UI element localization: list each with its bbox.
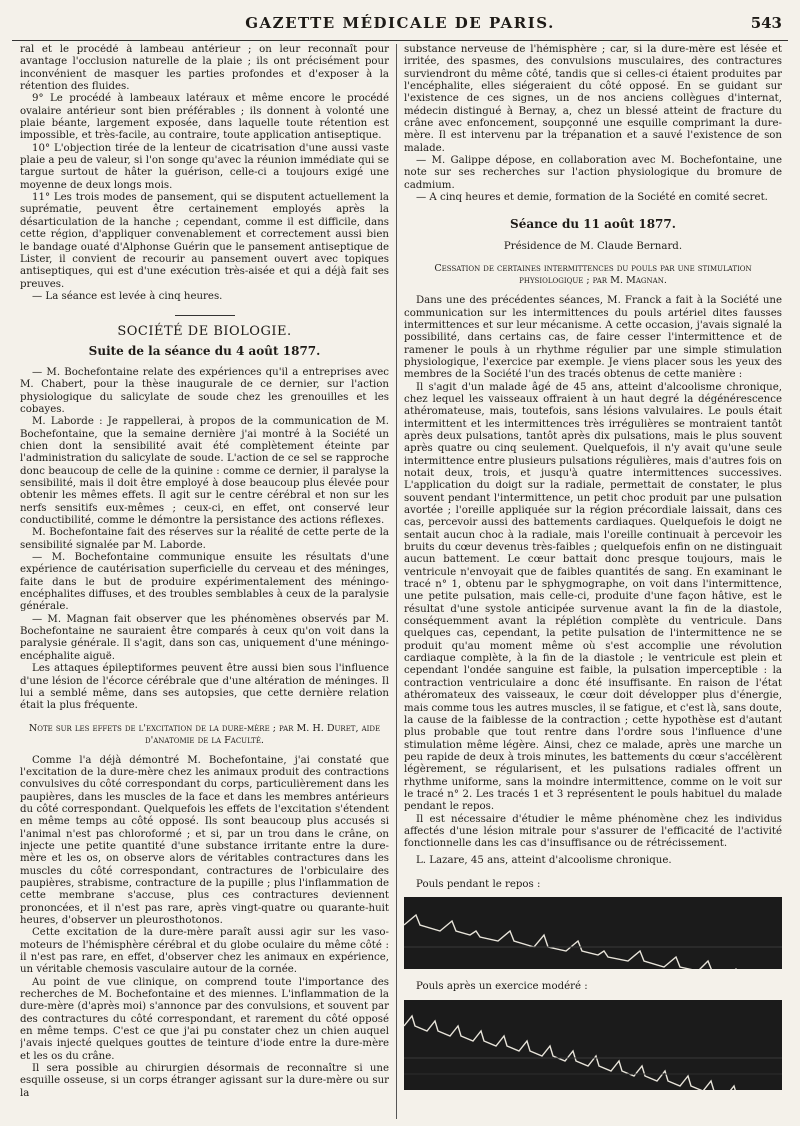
page-number: 543: [750, 14, 782, 32]
paragraph: L. Lazare, 45 ans, atteint d'alcoolisme chronique.: [416, 854, 672, 866]
paragraph: Dans une des précédentes séances, M. Franck a fait à la Société une communication sur les intermittences du pouls artériel dites fausses intermittences et sur leur mécanisme. A cette occasion, j'avais signalé la possibilité, dans certains cas, de faire cesser l'intermittence et de ramener le pouls à un rhythme régulier par une simple stimulation physiologique, l'exercice par exemple. Je viens placer sous les yeux des membres de la Société l'un des tracés obtenus de cette manière :: [404, 295, 782, 381]
right-column: [404, 44, 782, 1119]
paragraph: — M. Bochefontaine communique ensuite les résultats d'une expérience de cautérisation superficielle du cerveau et des méninges, faite dans le but de produire expérimentalement des méningo-encéphalites diffuses, et des troubles semblables à ceux de la paralysie générale.: [20, 552, 389, 613]
session-heading: Séance du 11 août 1877.: [510, 217, 676, 232]
paragraph: — M. Magnan fait observer que les phénomènes observés par M. Bochefontaine ne sauraient être comparés à ceux qu'on voit dans la paralysie générale. Il s'agit, dans son cas, uniquement d'une méningo-encéphalite aiguë.: [20, 613, 389, 662]
pulse-trace-exercise-image: [404, 1000, 782, 1090]
session-heading: Suite de la séance du 4 août 1877.: [88, 343, 321, 358]
left-column: [20, 44, 389, 1119]
paragraph: substance nerveuse de l'hémisphère ; car, si la dure-mère est lésée et irritée, des spasmes, des convulsions musculaires, des contractures surviendront du même côté, tandis que si celles-ci étaient produites par l'encéphalite, elles siégeraient du côté opposé. En se guidant sur l'existence de ces signes, un de nos anciens collègues d'internat, médecin distingué à Bernay, a, chez un blessé atteint de fracture du crâne avec enfoncement, soupçonné une esquille comprimant la dure-mère. Il est intervenu par la trépanation et a sauvé l'existence de son malade.: [404, 44, 782, 154]
pulse-trace-rest-image: [404, 897, 782, 969]
column-divider: [396, 44, 397, 1119]
paragraph: — M. Galippe dépose, en collaboration avec M. Bochefontaine, une note sur ses recherches sur l'action physiologique du bromure de cadmium.: [404, 155, 782, 191]
paragraph: Comme l'a déjà démontré M. Bochefontaine, j'ai constaté que l'excitation de la dure-mère chez les animaux produit des contractions convulsives du côté correspondant du corps, particulièrement dans les paupières, dans les muscles de la face et dans les membres antérieurs du côté correspondant. Quelquefois les effets de l'excitation s'étendent en même temps au côté opposé. Ils sont beaucoup plus accusés si l'animal n'est pas chloroformé ; et si, par un trou dans le crâne, on injecte une petite quantité d'une substance irritante entre la dure-mère et les os, on observe alors de véritables contractures dans les muscles du côté correspondant, contractures de l'orbiculaire des paupières, strabisme, contracture de la pupille ; plus l'inflammation de cette membrane s'accuse, plus ces contractures deviennent prononcées, et il n'est pas rare, après vingt-quatre ou quarante-huit heures, d'observer un pleurosthotonos.: [20, 754, 389, 926]
paragraph: M. Bochefontaine fait des réserves sur la réalité de cette perte de la sensibilité signalée par M. Laborde.: [20, 527, 389, 551]
paragraph: 11° Les trois modes de pansement, qui se disputent actuellement la suprématie, peuvent être certainement employés après la désarticulation de la hanche ; cependant, comme il est difficile, dans cette région, d'appliquer convenablement et correctement aussi bien le bandage ouaté d'Alphonse Guérin que le pansement antiseptique de Lister, il convient de recourir au pansement ouvert avec topiques antiseptiques, qui est d'une exécution très-aisée et qui a déjà fait ses preuves.: [20, 192, 389, 290]
paragraph: Au point de vue clinique, on comprend toute l'importance des recherches de M. Bochefontaine et des miennes. L'inflammation de la dure-mère (d'après moi) s'annonce par des convulsions, et souvent par des contractures du côté correspondant, et rarement du côté opposé en même temps. C'est ce que j'ai pu constater chez un chien auquel j'avais injecté quelques gouttes de teinture d'iode entre la dure-mère et les os du crâne.: [20, 976, 389, 1062]
trace-caption-rest: Pouls pendant le repos :: [416, 878, 541, 890]
paragraph: Il sera possible au chirurgien désormais de reconnaître si une esquille osseuse, si un corps étranger agissant sur la dure-mère ou sur la: [20, 1063, 389, 1099]
paragraph: — A cinq heures et demie, formation de la Société en comité secret.: [416, 192, 768, 204]
trace-caption-exercise: Pouls après un exercice modéré :: [416, 981, 588, 993]
paragraph: — M. Bochefontaine relate des expériences qu'il a entreprises avec M. Chabert, pour la thèse inaugurale de ce dernier, sur l'action physiologique du salicylate de soude chez les grenouilles et les cobayes.: [20, 366, 389, 415]
note-title: Cessation de certaines intermittences du pouls par une stimulation physiologique ; par M. Magnan.: [434, 263, 752, 287]
header-rule: [12, 40, 788, 41]
paragraph: M. Laborde : Je rappellerai, à propos de la communication de M. Bochefontaine, que la semaine dernière j'ai montré à la Société un chien dont la sensibilité avait été complètement éteinte par l'administration du salicylate de soude. L'action de ce sel se rapproche donc beaucoup de celle de la quinine : comme ce dernier, il paralyse la sensibilité, mais il doit être employé à dose beaucoup plus élevée pour obtenir les mêmes effets. Il agit sur le centre cérébral et non sur les nerfs sensitifs eux-mêmes ; ceux-ci, en effet, ont conservé leur conductibilité, comme le démontre la persistance des actions réflexes.: [20, 416, 389, 527]
paragraph: — La séance est levée à cinq heures.: [32, 290, 223, 302]
paragraph: Il est nécessaire d'étudier le même phénomène chez les individus affectés d'une lésion mitrale pour s'assurer de l'efficacité de l'activité fonctionnelle dans les cas d'insuffisance ou de rétrécissement.: [404, 813, 782, 850]
section-rule: [175, 315, 235, 316]
paragraph: 10° L'objection tirée de la lenteur de cicatrisation d'une aussi vaste plaie a peu de valeur, si l'on songe qu'avec la réunion immédiate qui se targue surtout de hâter la guérison, celle-ci a toujours exigé une moyenne de deux longs mois.: [20, 142, 389, 191]
paragraph: Cette excitation de la dure-mère paraît aussi agir sur les vaso-moteurs de l'hémisphère cérébral et du globe oculaire du même côté : il n'est pas rare, en effet, d'observer chez les animaux en expérience, un véritable chemosis vasculaire autour de la cornée.: [20, 927, 389, 976]
pulse-trace-exercise-drawing: [404, 1000, 782, 1090]
presidency-line: Présidence de M. Claude Bernard.: [503, 240, 683, 252]
paragraph: Il s'agit d'un malade âgé de 45 ans, atteint d'alcoolisme chronique, chez lequel les vaisseaux offraient à un haut degré la dégénérescence athéromateuse, mais, toutefois, sans lésions valvulaires. Le pouls était intermittent et les intermittences très irrégulières se montraient tantôt après deux pulsations, tantôt après dix pulsations, mais le plus souvent après quatre ou cinq seulement. Quelquefois, il n'y avait qu'une seule intermittence entre plusieurs pulsations régulières, mais d'autres fois on notait deux, trois, et jusqu'à quatre intermittences successives. L'application du doigt sur la radiale, permettait de constater, le plus souvent pendant l'intermittence, un petit choc produit par une pulsation avortée ; l'oreille appliquée sur la région précordiale laissait, dans ces cas, percevoir aussi des battements cardiaques. Quelquefois le doigt ne sentait aucun choc à la radiale, mais l'oreille continuait à percevoir les bruits du cœur devenus très-faibles ; quelquefois enfin on ne distinguait aucun battement. Le cœur battait donc presque toujours, mais le ventricule n'envoyait que de faibles quantités de sang. En examinant le tracé n° 1, obtenu par le sphygmographe, on voit dans l'intermittence, une petite pulsation, mais celle-ci, produite d'une façon hâtive, est le résultat d'une systole anticipée survenue avant la fin de la diastole, conséquemment avant la réplétion complète du ventricule. Dans quelques cas, cependant, la petite pulsation de l'intermittence ne se produit qu'au moment même où s'est accomplie une révolution cardiaque complète, à la fin de la diastole ; le ventricule est plein et cependant l'ondée sanguine est faible, la pulsation imperceptible : la contraction ventriculaire a donc été insuffisante. En raison de l'état athéromateux des vaisseaux, le cœur doit développer plus d'énergie, mais comme tous les autres muscles, il se fatigue, et c'est là, sans doute, la cause de la faiblesse de la contraction ; cette hypothèse est d'autant plus probable que tout rentre dans l'ordre sous l'influence d'une stimulation même légère. Ainsi, chez ce malade, après une marche un peu rapide de deux à trois minutes, les battements du cœur s'accélèrent légèrement, se régularisent, et les pulsations radiales offrent un rhythme uniforme, sans la moindre intermittence, comme on le voit sur le tracé n° 2. Les tracés 1 et 3 représentent le pouls habituel du malade pendant le repos.: [404, 381, 782, 813]
note-title: Note sur les effets de l'excitation de la dure-mère ; par M. H. Duret, aide d'anatomie de la Faculté.: [28, 722, 381, 746]
section-heading: SOCIÉTÉ DE BIOLOGIE.: [117, 324, 292, 340]
pulse-trace-rest-drawing: [404, 897, 782, 969]
paragraph: 9° Le procédé à lambeaux latéraux et même encore le procédé ovalaire antérieur sont bien préférables ; ils donnent à volonté une plaie béante, largement exposée, dans laquelle toute rétention est impossible, et très-facile, au contraire, toute application antiseptique.: [20, 93, 389, 142]
paragraph: Les attaques épileptiformes peuvent être aussi bien sous l'influence d'une lésion de l'écorce cérébrale que d'une altération de méninges. Il lui a semblé même, dans ses autopsies, que cette dernière relation était la plus fréquente.: [20, 663, 389, 712]
page-header: [12, 14, 788, 36]
paragraph: ral et le procédé à lambeau antérieur ; on leur reconnaît pour avantage l'occlusion naturelle de la plaie ; ils ont précisément pour inconvénient de masquer les parties profondes et d'exposer à la rétention des fluides.: [20, 44, 389, 93]
journal-title: GAZETTE MÉDICALE DE PARIS.: [245, 14, 555, 32]
